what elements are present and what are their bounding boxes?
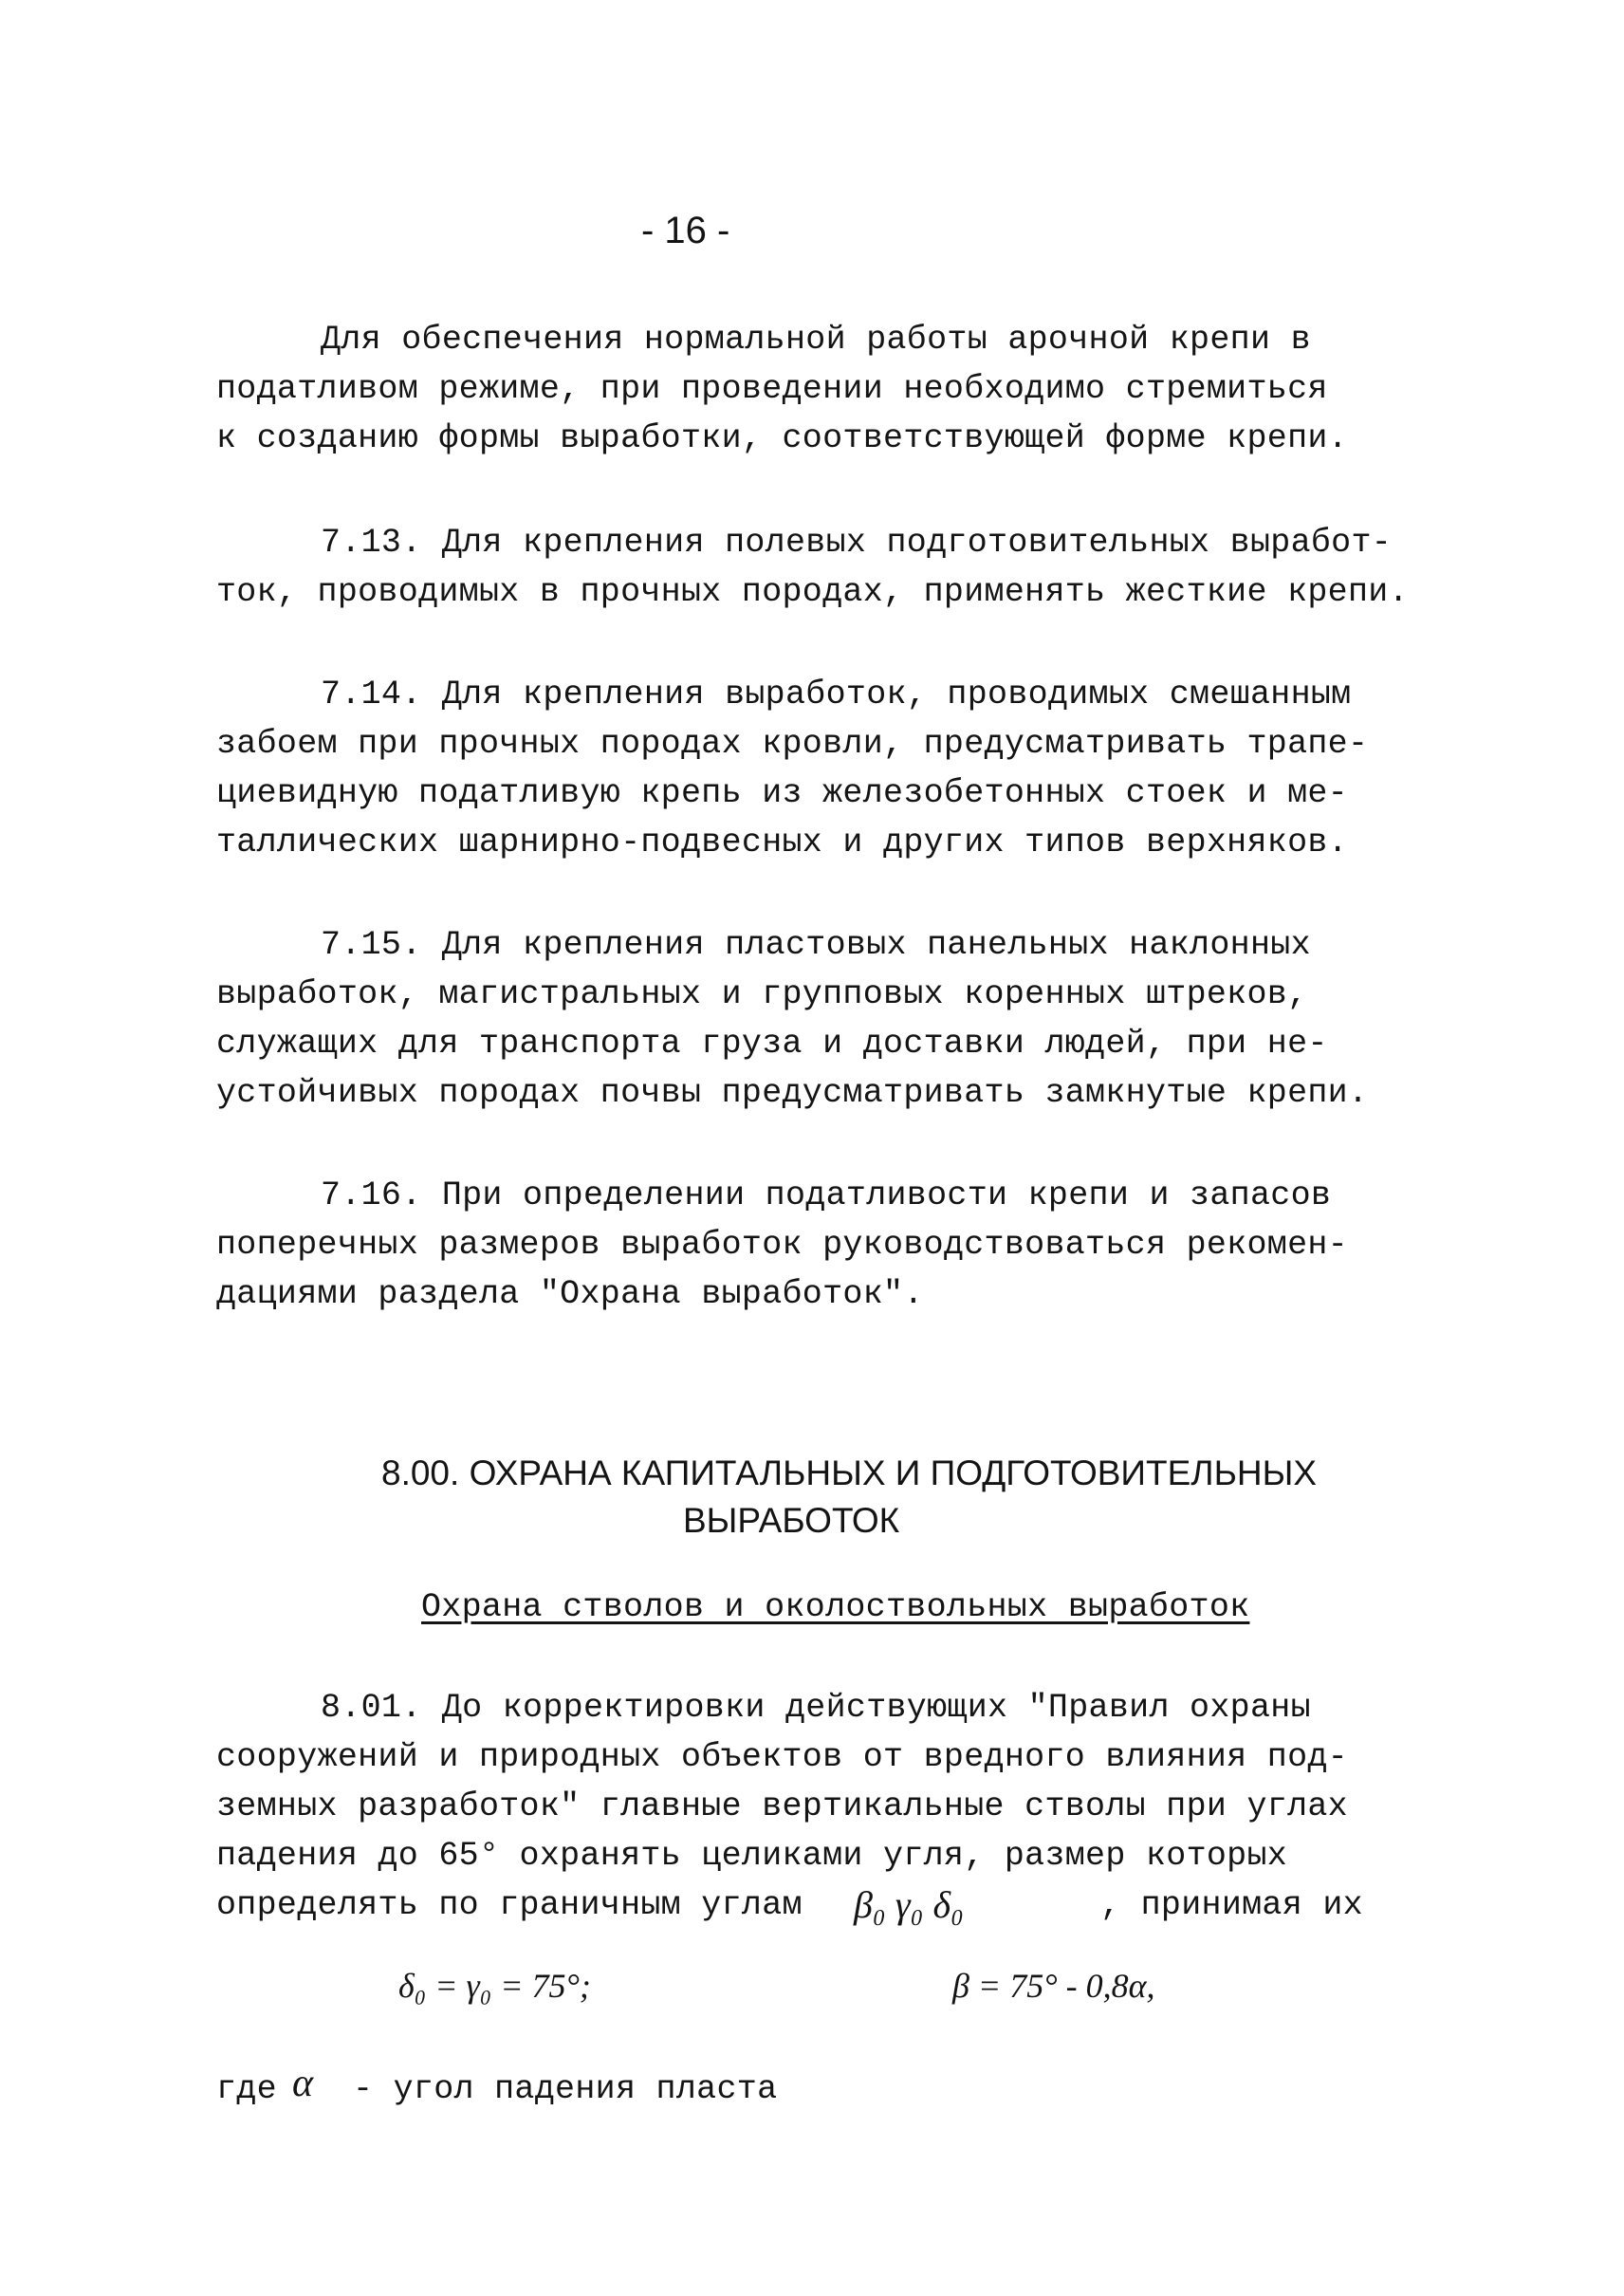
formula-beta: β = 75° - 0,8α, [952, 1967, 1155, 2005]
where-prefix: где [216, 2070, 277, 2108]
paragraph-8-01-line-5-text: определять по граничным углам [216, 1886, 803, 1924]
intro-line-3: к созданию формы выработки, соответствующей форме крепи. [216, 419, 1348, 457]
paragraph-7-14-line-4: таллических шарнирно-подвесных и других типов верхняков. [216, 824, 1348, 861]
paragraph-8-01-line-3: земных разработок" главные вертикальные стволы при углах [216, 1787, 1348, 1825]
paragraph-7-15-line-1: 7.15. Для крепления пластовых панельных наклонных [321, 926, 1311, 964]
paragraph-8-01-line-4: падения до 65° охранять целиками угля, размер которых [216, 1837, 1288, 1875]
paragraph-7-14-line-3: циевидную податливую крепь из железобетонных стоек и ме- [216, 774, 1348, 812]
paragraph-7-16-line-2: поперечных размеров выработок руководствоваться рекомен- [216, 1226, 1348, 1264]
paragraph-7-16-line-1: 7.16. При определении податливости крепи и запасов [321, 1176, 1332, 1214]
paragraph-7-15-line-4: устойчивых породах почвы предусматривать замкнутые крепи. [216, 1074, 1369, 1112]
section-heading-line-2: ВЫРАБОТОК [683, 1501, 900, 1540]
paragraph-7-13-line-1: 7.13. Для крепления полевых подготовительных выработ- [321, 524, 1393, 562]
intro-line-2: податливом режиме, при проведении необходимо стремиться [216, 370, 1328, 408]
where-definition: - угол падения пласта [353, 2070, 778, 2108]
section-subheading: Охрана стволов и околоствольных выработок [421, 1588, 1250, 1626]
paragraph-8-01-line-5-end: , принимая их [1100, 1886, 1363, 1924]
paragraph-7-15-line-3: служащих для транспорта груза и доставки людей, при не- [216, 1025, 1328, 1063]
boundary-angle-symbols: β₀ γ₀ δ₀ [854, 1883, 964, 1926]
paragraph-8-01-line-1: 8.01. До корректировки действующих "Правил охраны [321, 1689, 1311, 1727]
alpha-symbol: α [292, 2062, 314, 2105]
paragraph-7-15-line-2: выработок, магистральных и групповых коренных штреков, [216, 975, 1308, 1013]
paragraph-8-01-line-2: сооружений и природных объектов от вредного влияния под- [216, 1738, 1348, 1776]
paragraph-7-14-line-2: забоем при прочных породах кровли, предусматривать трапе- [216, 725, 1369, 763]
page-number: - 16 - [641, 210, 730, 251]
formula-delta-gamma: δ₀ = γ₀ = 75°; [398, 1967, 591, 2005]
section-heading-line-1: 8.00. ОХРАНА КАПИТАЛЬНЫХ И ПОДГОТОВИТЕЛЬНЫХ [381, 1454, 1318, 1492]
paragraph-7-16-line-3: дациями раздела "Охрана выработок". [216, 1275, 924, 1313]
paragraph-7-13-line-2: ток, проводимых в прочных породах, применять жесткие крепи. [216, 573, 1409, 611]
paragraph-7-14-line-1: 7.14. Для крепления выработок, проводимых смешанным [321, 676, 1352, 713]
intro-line-1: Для обеспечения нормальной работы арочной крепи в [321, 321, 1311, 359]
